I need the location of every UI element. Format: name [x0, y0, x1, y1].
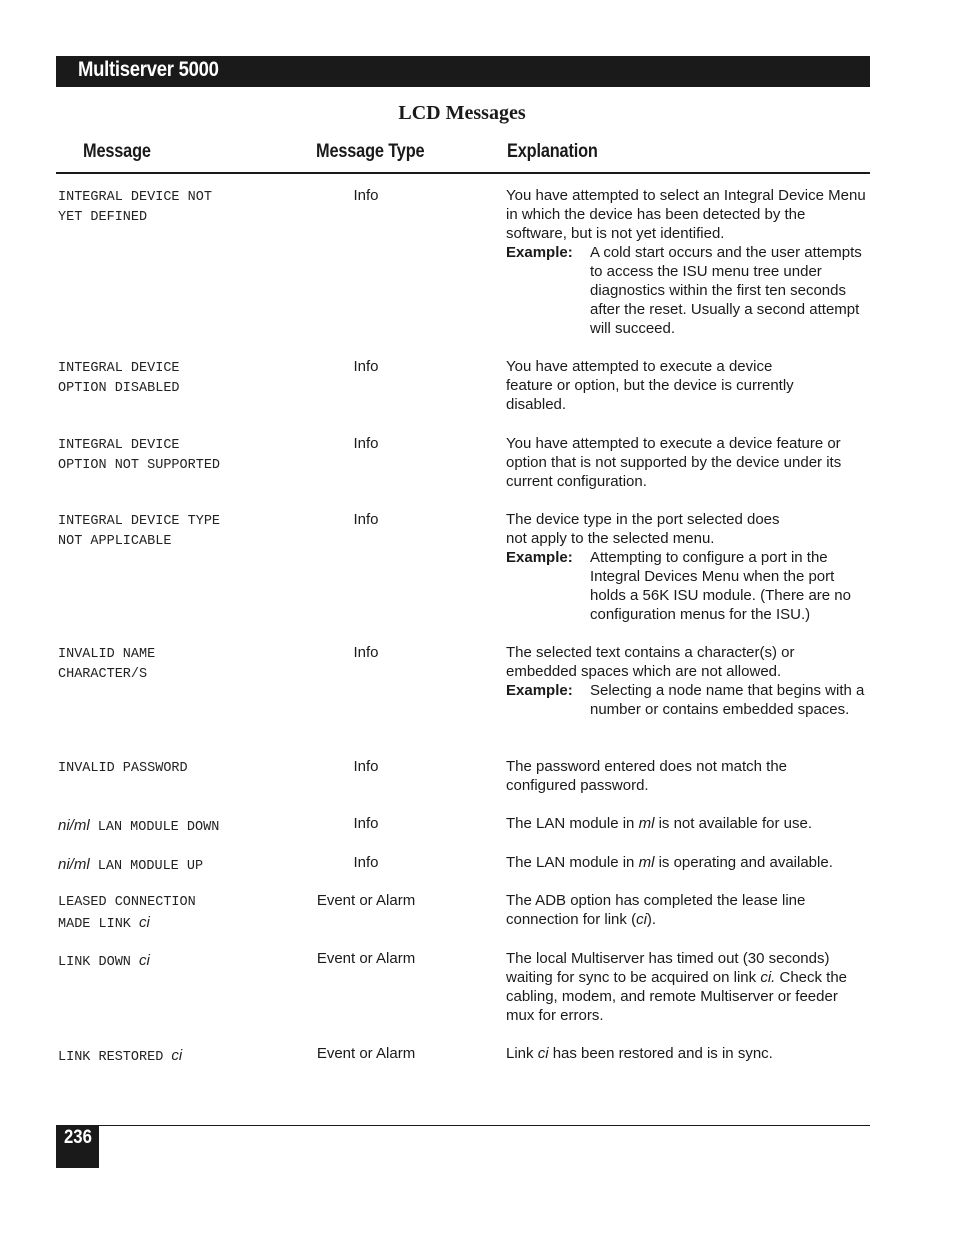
column-header-message: Message [83, 141, 151, 162]
explanation: You have attempted to select an Integral Device Menu in which the device has been detected by the software, but is not yet identified. Example: A cold start occurs and the user attempts to access the ISU menu tree under diagnostics within the first ten seconds after the reset. Usually a second attempt will succeed. [506, 186, 870, 338]
message-text: INTEGRAL DEVICE OPTION DISABLED [58, 361, 180, 396]
explanation: The password entered does not match the configured password. [506, 758, 788, 794]
message-text: ni/ml LAN MODULE DOWN [58, 817, 220, 835]
message-type: Event or Alarm [316, 892, 416, 909]
example [506, 681, 870, 719]
header-rule [56, 172, 870, 174]
explanation: The device type in the port selected does not apply to the selected menu. Example: Attempting to configure a port in the Integral Devices Menu when the port holds a 56K ISU module. (There are no configuration menus for the ISU.) [506, 510, 870, 624]
document-title: Multiserver 5000 [78, 58, 219, 81]
message-type: Info [353, 854, 379, 871]
example-text: Selecting a node name that begins with a number or contains embedded spaces. [590, 682, 865, 718]
message-text: LEASED CONNECTION MADE LINK ci [58, 895, 196, 932]
message-text: INTEGRAL DEVICE NOT YET DEFINED [58, 190, 212, 225]
example-text: Attempting to configure a port in the Integral Devices Menu when the port holds a 56K ISU module. (There are no configuration menus for the ISU.) [590, 549, 851, 623]
explanation: The LAN module in ml is not available for use. [506, 815, 812, 832]
example-text: A cold start occurs and the user attempts to access the ISU menu tree under diagnostics within the first ten seconds after the reset. Usually a second attempt will succeed. [590, 244, 862, 337]
footer-rule [56, 1125, 870, 1126]
example [506, 243, 870, 338]
message-text: ni/ml LAN MODULE UP [58, 856, 204, 874]
explanation: You have attempted to execute a device feature or option that is not supported by the device under its current configuration. [506, 435, 842, 490]
explanation: The LAN module in ml is operating and available. [506, 854, 833, 871]
explanation: The selected text contains a character(s) or embedded spaces which are not allowed. Example: Selecting a node name that begins with a number or contains embedded spaces. [506, 643, 870, 719]
message-text: INVALID PASSWORD [58, 761, 188, 776]
message-text: LINK RESTORED ci [58, 1047, 183, 1065]
message-text: INTEGRAL DEVICE TYPE NOT APPLICABLE [58, 514, 221, 549]
message-type: Info [353, 435, 379, 452]
explanation: The ADB option has completed the lease line connection for link (ci). [506, 892, 806, 928]
column-header-explanation: Explanation [507, 141, 598, 162]
column-header-message-type: Message Type [316, 141, 425, 162]
section-title: LCD Messages [398, 102, 526, 124]
message-type: Event or Alarm [316, 950, 416, 967]
explanation: You have attempted to execute a device feature or option, but the device is currently disabled. [506, 358, 794, 413]
message-type: Info [353, 187, 379, 204]
message-text: INTEGRAL DEVICE OPTION NOT SUPPORTED [58, 438, 221, 473]
message-type: Event or Alarm [316, 1045, 416, 1062]
message-type: Info [353, 358, 379, 375]
example-label: Example: [506, 244, 573, 261]
example-label: Example: [506, 682, 573, 699]
message-text: INVALID NAME CHARACTER/S [58, 647, 156, 682]
message-type: Info [353, 511, 379, 528]
message-type: Info [353, 758, 379, 775]
page-number: 236 [64, 1127, 92, 1148]
explanation: The local Multiserver has timed out (30 seconds) waiting for sync to be acquired on link ci. Check the cabling, modem, and remote Multiserver or feeder mux for errors. [506, 950, 848, 1024]
message-type: Info [353, 644, 379, 661]
example-label: Example: [506, 549, 573, 566]
explanation: Link ci has been restored and is in sync. [506, 1045, 773, 1062]
message-text: LINK DOWN ci [58, 952, 150, 970]
header-bar [56, 56, 870, 87]
example [506, 548, 870, 624]
page-number-box [56, 1125, 99, 1168]
message-type: Info [353, 815, 379, 832]
